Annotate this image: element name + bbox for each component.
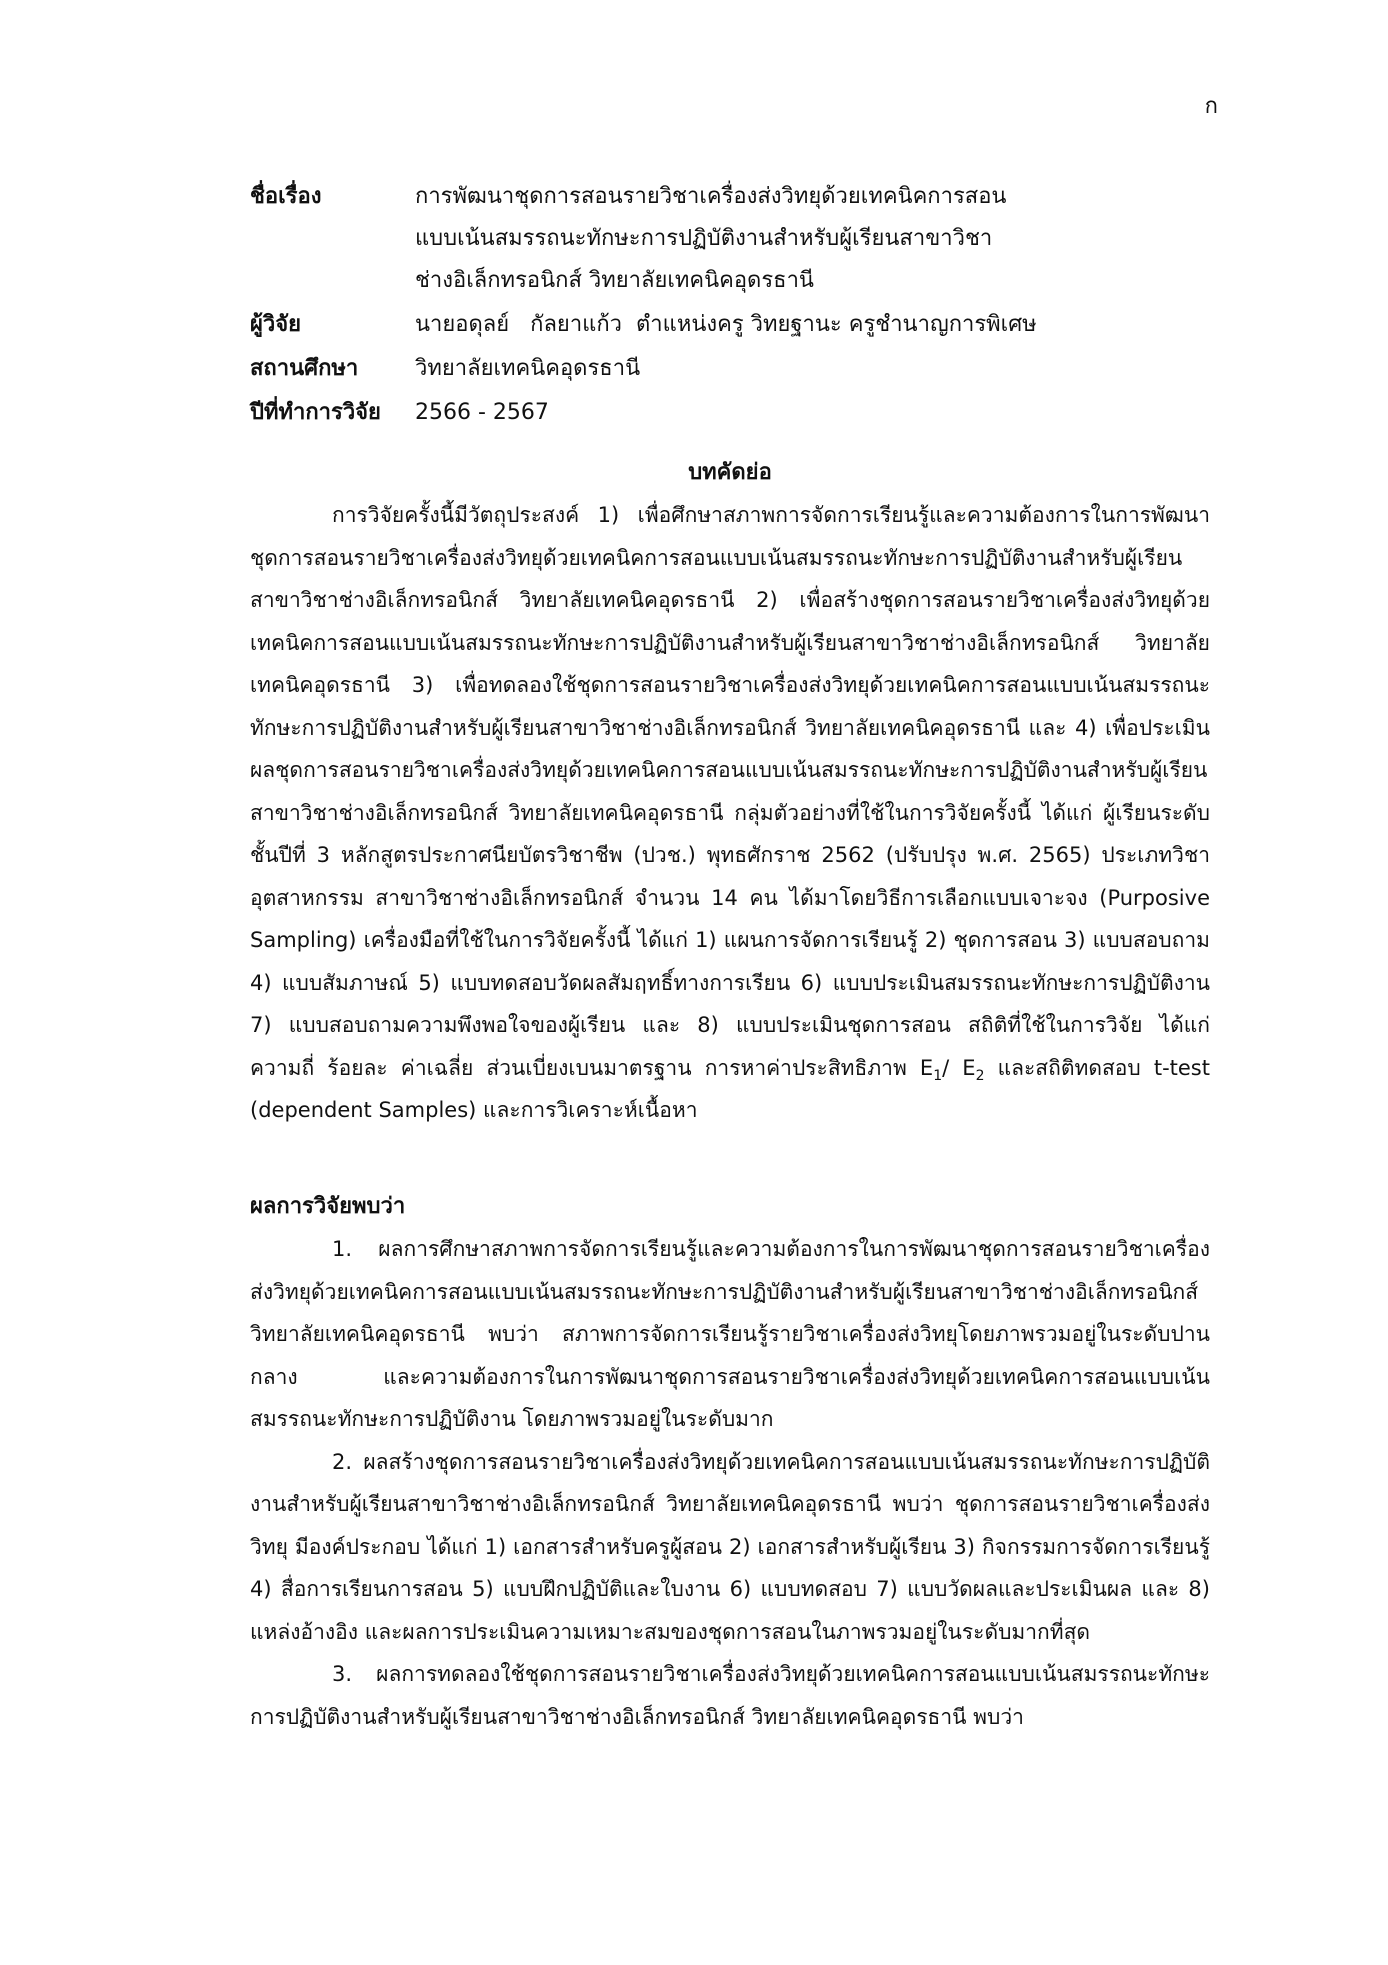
year-row xyxy=(250,392,1210,434)
abstract-text-end: และสถิติทดสอบ t-test (dependent Samples) และการวิเคราะห์เนื้อหา xyxy=(250,1055,1210,1122)
title-value xyxy=(415,176,1210,302)
results-heading: ผลการวิจัยพบว่า xyxy=(250,1194,406,1219)
title-label: ชื่อเรื่อง xyxy=(250,184,322,209)
document-metadata xyxy=(250,176,1210,436)
abstract-heading: บทคัดย่อ xyxy=(688,460,772,485)
result-item: 2. ผลสร้างชุดการสอนรายวิชาเครื่องส่งวิทยุด้วยเทคนิคการสอนแบบเน้นสมรรถนะทักษะการปฏิบัติงานสำหรับผู้เรียนสาขาวิชาช่างอิเล็กทรอนิกส์ วิทยาลัยเทคนิคอุดรธานี พบว่า ชุดการสอนรายวิชาเครื่องส่งวิทยุ มีองค์ประกอบ ได้แก่ 1) เอกสารสำหรับครูผู้สอน 2) เอกสารสำหรับผู้เรียน 3) กิจกรรมการจัดการเรียนรู้ 4) สื่อการเรียนการสอน 5) แบบฝึกปฏิบัติและใบงาน 6) แบบทดสอบ 7) แบบวัดผลและประเมินผล และ 8) แหล่งอ้างอิง และผลการประเมินความเหมาะสมของชุดการสอนในภาพรวมอยู่ในระดับมากที่สุด xyxy=(250,1449,1210,1644)
researcher-label: ผู้วิจัย xyxy=(250,312,302,337)
result-item: 3. ผลการทดลองใช้ชุดการสอนรายวิชาเครื่องส่งวิทยุด้วยเทคนิคการสอนแบบเน้นสมรรถนะทักษะการปฏิบัติงานสำหรับผู้เรียนสาขาวิชาช่างอิเล็กทรอนิกส์ วิทยาลัยเทคนิคอุดรธานี พบว่า xyxy=(250,1662,1210,1729)
institution-row xyxy=(250,348,1210,390)
title-row xyxy=(250,176,1210,302)
institution-label: สถานศึกษา xyxy=(250,356,359,381)
abstract-text-mid: / E xyxy=(942,1055,976,1080)
title-line: ช่างอิเล็กทรอนิกส์ วิทยาลัยเทคนิคอุดรธานี xyxy=(415,268,814,293)
page-number: ก xyxy=(1204,94,1218,119)
title-line: แบบเน้นสมรรถนะทักษะการปฏิบัติงานสำหรับผู้เรียนสาขาวิชา xyxy=(415,226,993,251)
title-line: การพัฒนาชุดการสอนรายวิชาเครื่องส่งวิทยุด้วยเทคนิคการสอน xyxy=(415,184,1007,209)
year-label: ปีที่ทำการวิจัย xyxy=(250,400,381,425)
year-value: 2566 - 2567 xyxy=(415,400,549,425)
result-item: 1. ผลการศึกษาสภาพการจัดการเรียนรู้และความต้องการในการพัฒนาชุดการสอนรายวิชาเครื่องส่งวิทยุด้วยเทคนิคการสอนแบบเน้นสมรรถนะทักษะการปฏิบัติงานสำหรับผู้เรียนสาขาวิชาช่างอิเล็กทรอนิกส์ วิทยาลัยเทคนิคอุดรธานี พบว่า สภาพการจัดการเรียนรู้รายวิชาเครื่องส่งวิทยุโดยภาพรวมอยู่ในระดับปานกลาง และความต้องการในการพัฒนาชุดการสอนรายวิชาเครื่องส่งวิทยุด้วยเทคนิคการสอนแบบเน้นสมรรถนะทักษะการปฏิบัติงาน โดยภาพรวมอยู่ในระดับมาก xyxy=(250,1237,1210,1431)
efficiency-subscript-2: 2 xyxy=(975,1067,985,1084)
researcher-value: นายอดุลย์ กัลยาแก้ว ตำแหน่งครู วิทยฐานะ ครูชำนาญการพิเศษ xyxy=(415,312,1037,337)
abstract-text: การวิจัยครั้งนี้มีวัตถุประสงค์ 1) เพื่อศึกษาสภาพการจัดการเรียนรู้และความต้องการในการพัฒนาชุดการสอนรายวิชาเครื่องส่งวิทยุด้วยเทคนิคการสอนแบบเน้นสมรรถนะทักษะการปฏิบัติงานสำหรับผู้เรียนสาขาวิชาช่างอิเล็กทรอนิกส์ วิทยาลัยเทคนิคอุดรธานี 2) เพื่อสร้างชุดการสอนรายวิชาเครื่องส่งวิทยุด้วยเทคนิคการสอนแบบเน้นสมรรถนะทักษะการปฏิบัติงานสำหรับผู้เรียนสาขาวิชาช่างอิเล็กทรอนิกส์ วิทยาลัยเทคนิคอุดรธานี 3) เพื่อทดลองใช้ชุดการสอนรายวิชาเครื่องส่งวิทยุด้วยเทคนิคการสอนแบบเน้นสมรรถนะทักษะการปฏิบัติงานสำหรับผู้เรียนสาขาวิชาช่างอิเล็กทรอนิกส์ วิทยาลัยเทคนิคอุดรธานี และ 4) เพื่อประเมินผลชุดการสอนรายวิชาเครื่องส่งวิทยุด้วยเทคนิคการสอนแบบเน้นสมรรถนะทักษะการปฏิบัติงานสำหรับผู้เรียนสาขาวิชาช่างอิเล็กทรอนิกส์ วิทยาลัยเทคนิคอุดรธานี กลุ่มตัวอย่างที่ใช้ในการวิจัยครั้งนี้ ได้แก่ ผู้เรียนระดับชั้นปีที่ 3 หลักสูตรประกาศนียบัตรวิชาชีพ (ปวช.) พุทธศักราช 2562 (ปรับปรุง พ.ศ. 2565) ประเภทวิชาอุตสาหกรรม สาขาวิชาช่างอิเล็กทรอนิกส์ จำนวน 14 คน ได้มาโดยวิธีการเลือกแบบเจาะจง (Purposive Sampling) เครื่องมือที่ใช้ในการวิจัยครั้งนี้ ได้แก่ 1) แผนการจัดการเรียนรู้ 2) ชุดการสอน 3) แบบสอบถาม 4) แบบสัมภาษณ์ 5) แบบทดสอบวัดผลสัมฤทธิ์ทางการเรียน 6) แบบประเมินสมรรถนะทักษะการปฏิบัติงาน 7) แบบสอบถามความพึงพอใจของผู้เรียน และ 8) แบบประเมินชุดการสอน สถิติที่ใช้ในการวิจัย ได้แก่ ความถี่ ร้อยละ ค่าเฉลี่ย ส่วนเบี่ยงเบนมาตรฐาน การหาค่าประสิทธิภาพ E xyxy=(250,503,1210,1080)
results-list xyxy=(250,1228,1210,1738)
institution-value: วิทยาลัยเทคนิคอุดรธานี xyxy=(415,356,641,381)
researcher-row xyxy=(250,304,1210,346)
abstract-paragraph xyxy=(250,494,1210,1132)
efficiency-subscript-1: 1 xyxy=(933,1067,943,1084)
